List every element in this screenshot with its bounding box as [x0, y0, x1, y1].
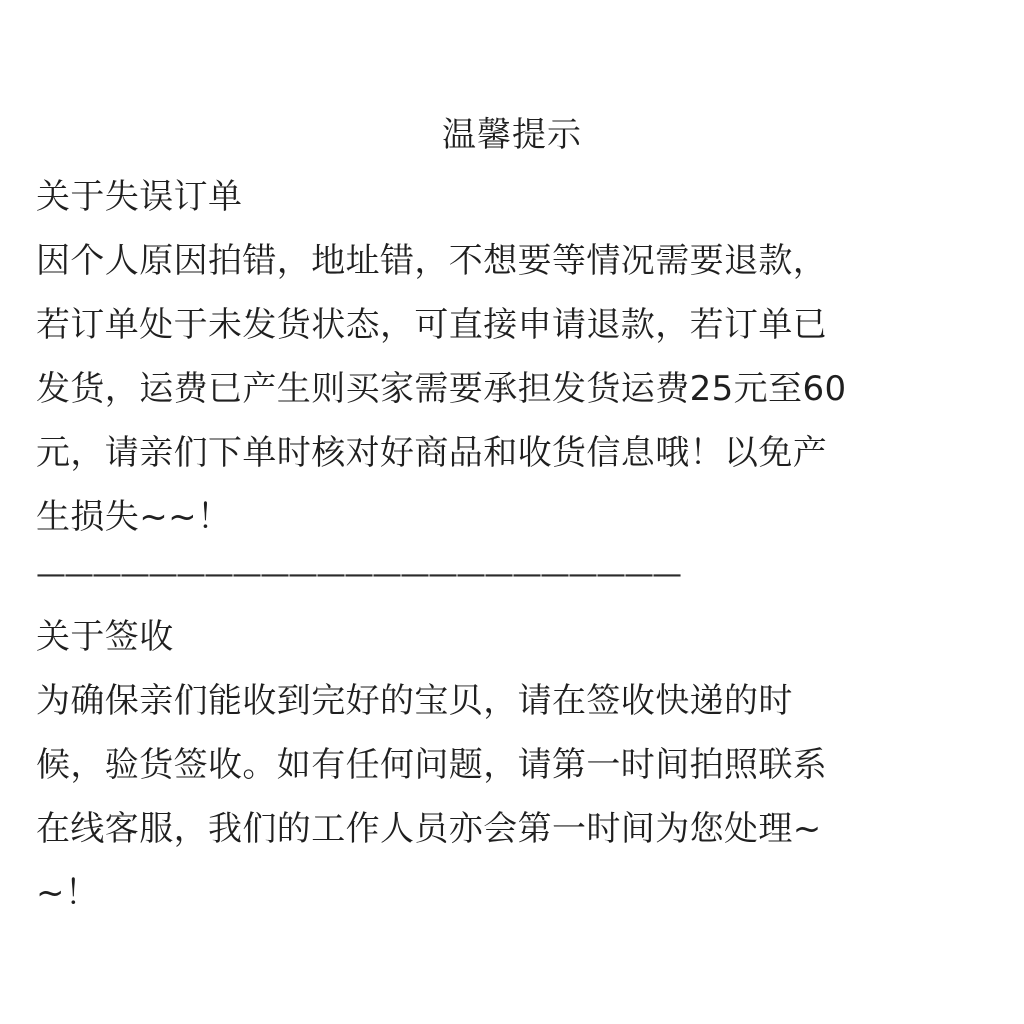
mistaken-orders-line: 元，请亲们下单时核对好商品和收货信息哦！以免产 [36, 433, 828, 473]
section-divider: ——————————————————————— [36, 557, 680, 592]
signing-heading: 关于签收 [36, 617, 174, 657]
signing-line: 候，验货签收。如有任何问题，请第一时间拍照联系 [36, 745, 828, 785]
mistaken-orders-heading: 关于失误订单 [36, 177, 243, 217]
signing-line: 在线客服，我们的工作人员亦会第一时间为您处理~ [36, 809, 822, 849]
mistaken-orders-line: 生损失~~！ [36, 497, 232, 537]
signing-line: ~！ [36, 873, 100, 913]
mistaken-orders-line: 因个人原因拍错，地址错，不想要等情况需要退款， [36, 241, 828, 281]
mistaken-orders-line: 发货，运费已产生则买家需要承担发货运费25元至60 [36, 369, 847, 409]
notice-title: 温馨提示 [442, 115, 582, 155]
signing-line: 为确保亲们能收到完好的宝贝，请在签收快递的时 [36, 681, 793, 721]
mistaken-orders-line: 若订单处于未发货状态，可直接申请退款，若订单已 [36, 305, 828, 345]
